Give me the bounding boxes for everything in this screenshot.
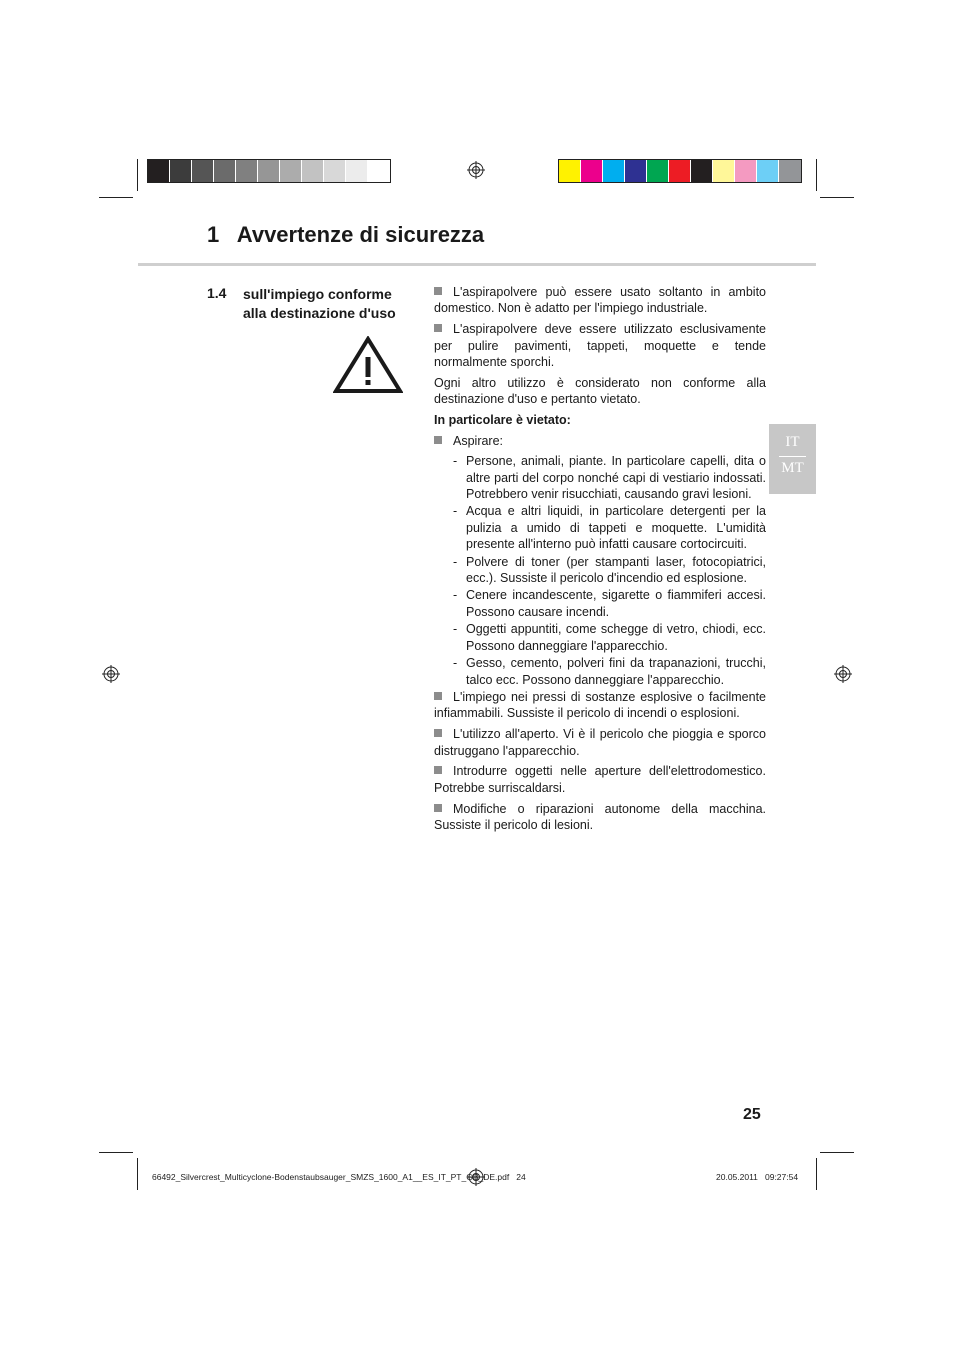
crop-mark bbox=[816, 159, 817, 191]
color-swatch bbox=[735, 160, 757, 182]
color-swatch bbox=[324, 160, 346, 182]
list-item: - Oggetti appuntiti, come schegge di vetro, chiodi, ecc. Possono danneggiare l'apparecchio. bbox=[453, 622, 766, 653]
registration-mark-icon bbox=[102, 665, 120, 683]
list-item: - Acqua e altri liquidi, in particolare detergenti per la pulizia a umido di tappeti e moquette. L'umidità presente all'interno può infatti causare cortocircuiti. bbox=[453, 504, 766, 552]
square-bullet-icon bbox=[434, 287, 442, 295]
color-swatch bbox=[302, 160, 324, 182]
list-item: - Gesso, cemento, polveri fini da trapanazioni, trucchi, talco ecc. Possono danneggiare l'apparecchio. bbox=[453, 656, 766, 687]
bullet-paragraph: L'utilizzo all'aperto. Vi è il pericolo che pioggia e sporco distruggano l'apparecchio. bbox=[434, 727, 766, 758]
section-title bbox=[243, 285, 396, 323]
footer-filename: 66492_Silvercrest_Multicyclone-Bodenstaubsauger_SMZS_1600_A1__ES_IT_PT_GB_DE.pdf 24 bbox=[152, 1172, 526, 1182]
square-bullet-icon bbox=[434, 766, 442, 774]
warning-triangle-icon bbox=[333, 336, 403, 394]
heading-divider bbox=[138, 263, 816, 266]
color-swatch bbox=[713, 160, 735, 182]
bullet-paragraph: Modifiche o riparazioni autonome della macchina. Sussiste il pericolo di lesioni. bbox=[434, 801, 766, 832]
prohibited-heading: In particolare è vietato: bbox=[434, 413, 571, 428]
crop-mark bbox=[99, 1152, 133, 1153]
color-calibration-bar bbox=[558, 159, 802, 183]
bullet-paragraph: Introdurre oggetti nelle aperture dell'elettrodomestico. Potrebbe surriscaldarsi. bbox=[434, 764, 766, 795]
crop-mark bbox=[137, 1158, 138, 1190]
bullet-paragraph: Aspirare: bbox=[434, 433, 766, 449]
color-swatch bbox=[779, 160, 801, 182]
color-swatch bbox=[192, 160, 214, 182]
list-item: - Persone, animali, piante. In particolare capelli, dita o altre parti del corpo nonché capi di vestiario indossati. Potrebbero venir risucchiati, causando gravi lesioni. bbox=[453, 454, 766, 502]
color-swatch bbox=[647, 160, 669, 182]
section-title-line: alla destinazione d'uso bbox=[243, 305, 396, 321]
color-swatch bbox=[603, 160, 625, 182]
color-swatch bbox=[170, 160, 192, 182]
square-bullet-icon bbox=[434, 729, 442, 737]
footer-timestamp: 20.05.2011 09:27:54 bbox=[716, 1172, 799, 1182]
crop-mark bbox=[820, 197, 854, 198]
chapter-title: 1 Avvertenze di sicurezza bbox=[207, 222, 485, 247]
color-swatch bbox=[258, 160, 280, 182]
section-title-line: sull'impiego conforme bbox=[243, 286, 392, 302]
square-bullet-icon bbox=[434, 436, 442, 444]
language-code-top: IT bbox=[785, 434, 800, 450]
color-swatch bbox=[757, 160, 779, 182]
square-bullet-icon bbox=[434, 692, 442, 700]
color-swatch bbox=[669, 160, 691, 182]
list-item: - Cenere incandescente, sigarette o fiammiferi accesi. Possono causare incendi. bbox=[453, 588, 766, 619]
bullet-paragraph: L'aspirapolvere deve essere utilizzato esclusivamente per pulire pavimenti, tappeti, moquette e tende normalmente sporchi. bbox=[434, 322, 766, 370]
color-swatch bbox=[368, 160, 390, 182]
language-tab bbox=[769, 424, 816, 494]
square-bullet-icon bbox=[434, 324, 442, 332]
crop-mark bbox=[820, 1152, 854, 1153]
bullet-paragraph: L'impiego nei pressi di sostanze esplosive o facilmente infiammabili. Sussiste il pericolo di incendi o esplosioni. bbox=[434, 689, 766, 721]
crop-mark bbox=[816, 1158, 817, 1190]
language-tab-divider bbox=[779, 456, 806, 457]
page-number: 25 bbox=[743, 1106, 761, 1123]
color-swatch bbox=[581, 160, 603, 182]
color-swatch bbox=[236, 160, 258, 182]
language-code-bottom: MT bbox=[781, 460, 804, 476]
color-swatch bbox=[559, 160, 581, 182]
color-swatch bbox=[148, 160, 170, 182]
body-text-column bbox=[434, 284, 766, 838]
crop-mark bbox=[99, 197, 133, 198]
section-number: 1.4 bbox=[207, 285, 227, 301]
registration-mark-icon bbox=[834, 665, 852, 683]
registration-mark-icon bbox=[467, 161, 485, 179]
list-item: - Polvere di toner (per stampanti laser, fotocopiatrici, ecc.). Sussiste il pericolo d'incendio ed esplosione. bbox=[453, 554, 766, 586]
color-swatch bbox=[346, 160, 368, 182]
dash-list bbox=[434, 453, 766, 688]
gray-calibration-bar bbox=[147, 159, 391, 183]
color-swatch bbox=[280, 160, 302, 182]
bullet-paragraph: L'aspirapolvere può essere usato soltanto in ambito domestico. Non è adatto per l'impiego industriale. bbox=[434, 285, 766, 316]
color-swatch bbox=[214, 160, 236, 182]
color-swatch bbox=[625, 160, 647, 182]
paragraph: Ogni altro utilizzo è considerato non conforme alla destinazione d'uso e pertanto vietato. bbox=[434, 375, 766, 407]
crop-mark bbox=[137, 159, 138, 191]
color-swatch bbox=[691, 160, 713, 182]
square-bullet-icon bbox=[434, 804, 442, 812]
